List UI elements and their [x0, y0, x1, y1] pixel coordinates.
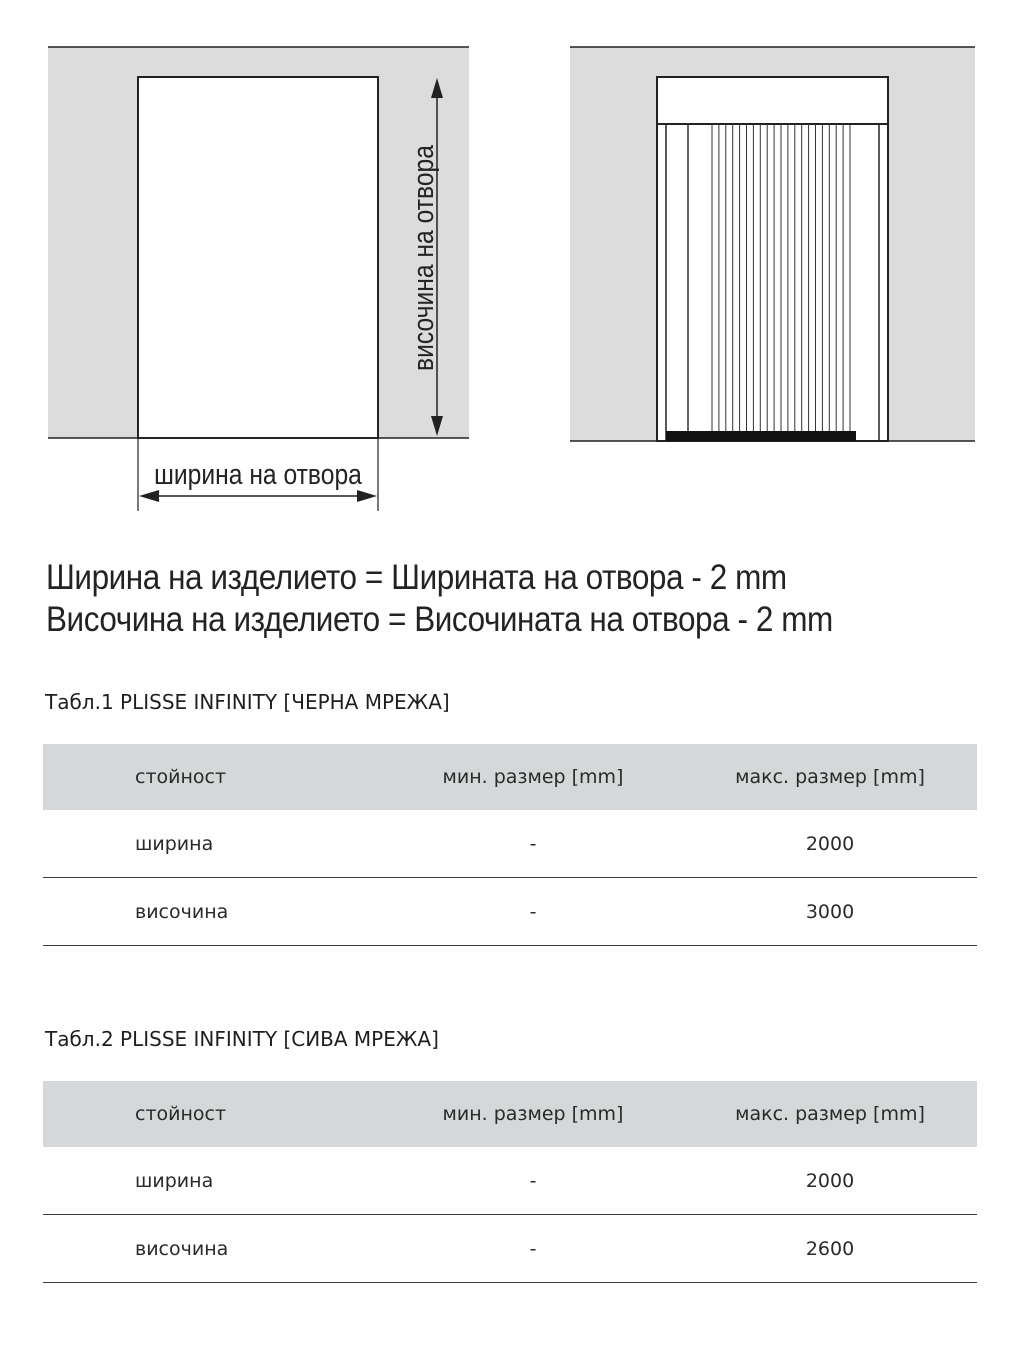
table-header-row — [43, 1081, 977, 1147]
width-formula: Ширина на изделието = Ширината на отвора - 2 mm — [46, 558, 787, 597]
row-min: - — [529, 1237, 537, 1260]
header-value: стойност — [135, 766, 227, 788]
header-max-size: макс. размер [mm] — [735, 766, 925, 788]
row-min: - — [529, 1169, 537, 1192]
opening-frame — [657, 77, 888, 441]
table-header-row — [43, 744, 977, 810]
width-arrow-left-icon — [139, 490, 159, 502]
bottom-rail — [666, 431, 856, 441]
top-cassette — [657, 77, 888, 124]
row-min: - — [529, 900, 537, 923]
row-max: 2600 — [805, 1237, 855, 1260]
table1-title: Табл.1 PLISSE INFINITY [ЧЕРНА МРЕЖА] — [45, 690, 450, 714]
opening-dimensions-diagram — [0, 0, 520, 520]
row-label: ширина — [135, 832, 214, 855]
table-row — [43, 1215, 977, 1283]
header-min-size: мин. размер [mm] — [442, 1103, 624, 1125]
height-label: височина на отвора — [407, 145, 440, 371]
row-label: височина — [135, 1237, 229, 1260]
row-max: 2000 — [805, 1169, 855, 1192]
table2-grey-mesh — [43, 1081, 977, 1283]
opening-dimensions-svg — [0, 0, 520, 520]
table1-black-mesh — [43, 744, 977, 946]
row-max: 3000 — [805, 900, 855, 923]
width-arrow-right-icon — [357, 490, 377, 502]
row-label: височина — [135, 900, 229, 923]
opening-rectangle — [138, 77, 378, 438]
installed-screen-svg — [520, 0, 1024, 520]
header-max-size: макс. размер [mm] — [735, 1103, 925, 1125]
table-row — [43, 810, 977, 878]
installed-screen-diagram — [520, 0, 1024, 520]
table-row — [43, 878, 977, 946]
height-formula: Височина на изделието = Височината на отвора - 2 mm — [46, 600, 833, 639]
header-min-size: мин. размер [mm] — [442, 766, 624, 788]
table-row — [43, 1147, 977, 1215]
width-label: ширина на отвора — [154, 458, 362, 491]
header-value: стойност — [135, 1103, 227, 1125]
row-min: - — [529, 832, 537, 855]
row-max: 2000 — [805, 832, 855, 855]
table2-title: Табл.2 PLISSE INFINITY [СИВА МРЕЖА] — [45, 1027, 439, 1051]
row-label: ширина — [135, 1169, 214, 1192]
